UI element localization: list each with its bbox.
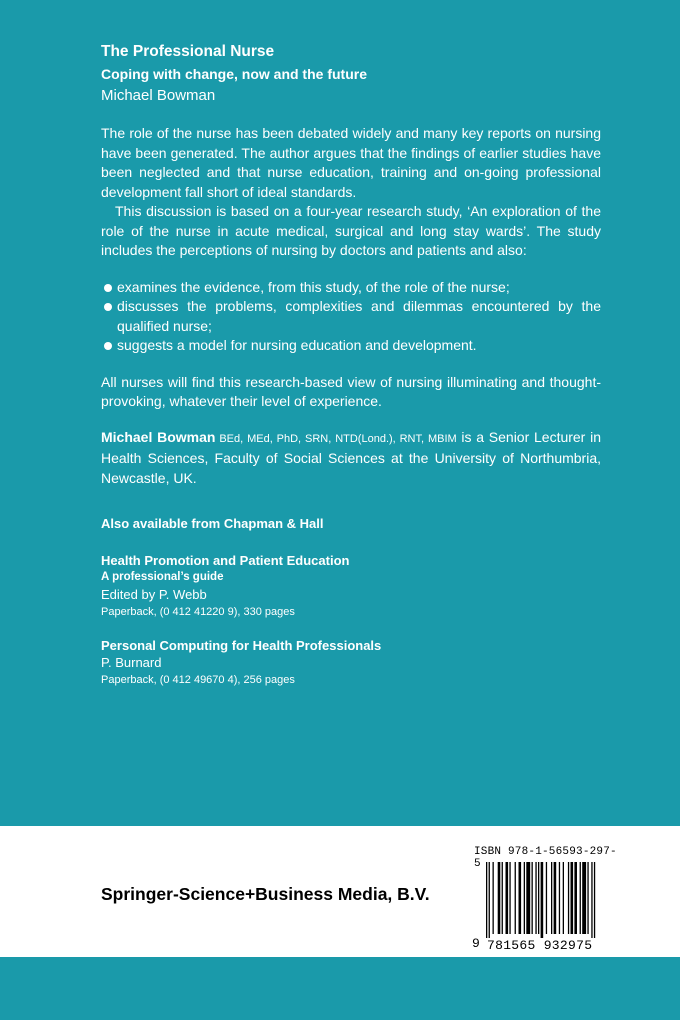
- related-book-title: Health Promotion and Patient Education: [101, 553, 350, 568]
- list-item: [101, 336, 601, 356]
- bio-text: is a Senior Lecturer in Health Sciences, Faculty of Social Sciences at the University of Northumbria, Newcastle, UK.: [101, 428, 601, 486]
- related-book-subtitle: A professional’s guide: [101, 571, 224, 583]
- related-book-details: Paperback, (0 412 41220 9), 330 pages: [101, 606, 295, 618]
- list-item-text: discusses the problems, complexities and dilemmas encountered by the qualified nurse;: [117, 298, 601, 334]
- also-available-heading: Also available from Chapman & Hall: [101, 516, 324, 531]
- barcode-block: [472, 846, 622, 953]
- author-bio: [101, 428, 601, 489]
- bullet-icon: [104, 342, 112, 350]
- book-subtitle: Coping with change, now and the future: [101, 66, 367, 82]
- bio-credentials: BEd, MEd, PhD, SRN, NTD(Lond.), RNT, MBIM: [215, 432, 457, 445]
- publisher-band: [0, 826, 680, 957]
- list-item-text: suggests a model for nursing education and development.: [117, 337, 477, 353]
- related-book: [101, 552, 601, 621]
- bullet-icon: [104, 303, 112, 311]
- list-item-text: examines the evidence, from this study, of the role of the nurse;: [117, 278, 510, 295]
- book-author: Michael Bowman: [101, 87, 216, 104]
- publisher-name: Springer-Science+Business Media, B.V.: [101, 884, 430, 904]
- related-book-title: Personal Computing for Health Professionals: [101, 638, 382, 653]
- blurb-paragraph-2: This discussion is based on a four-year research study, ‘An exploration of the role of the nurse in acute medical, surgical and long stay wards’. The study includes the perceptions of nursing by doctors and patients and also:: [101, 203, 601, 258]
- related-book-author: Edited by P. Webb: [101, 587, 207, 602]
- ean-first-digit: 9: [472, 936, 480, 951]
- isbn-label: ISBN 978-1-56593-297-5: [474, 846, 617, 870]
- book-title: The Professional Nurse: [101, 43, 275, 60]
- cover-content: [101, 42, 601, 689]
- blurb-paragraph-3: All nurses will find this research-based view of nursing illuminating and thought-provoking, whatever their level of experience.: [101, 373, 601, 409]
- bullet-list: [101, 278, 601, 356]
- list-item: [101, 278, 601, 298]
- related-book: [101, 637, 601, 689]
- blurb-paragraph-1: The role of the nurse has been debated widely and many key reports on nursing have been generated. The author argues that the findings of earlier studies have been neglected and that nurse education, training and on-going professional development fall short of ideal standards.: [101, 125, 601, 200]
- bio-author-name: Michael Bowman: [101, 428, 216, 445]
- barcode-icon: [486, 862, 622, 942]
- related-book-details: Paperback, (0 412 49670 4), 256 pages: [101, 674, 295, 686]
- bullet-icon: [104, 284, 112, 292]
- related-book-author: P. Burnard: [101, 655, 162, 670]
- ean-digits: 781565 932975: [485, 938, 623, 953]
- list-item: [101, 297, 601, 336]
